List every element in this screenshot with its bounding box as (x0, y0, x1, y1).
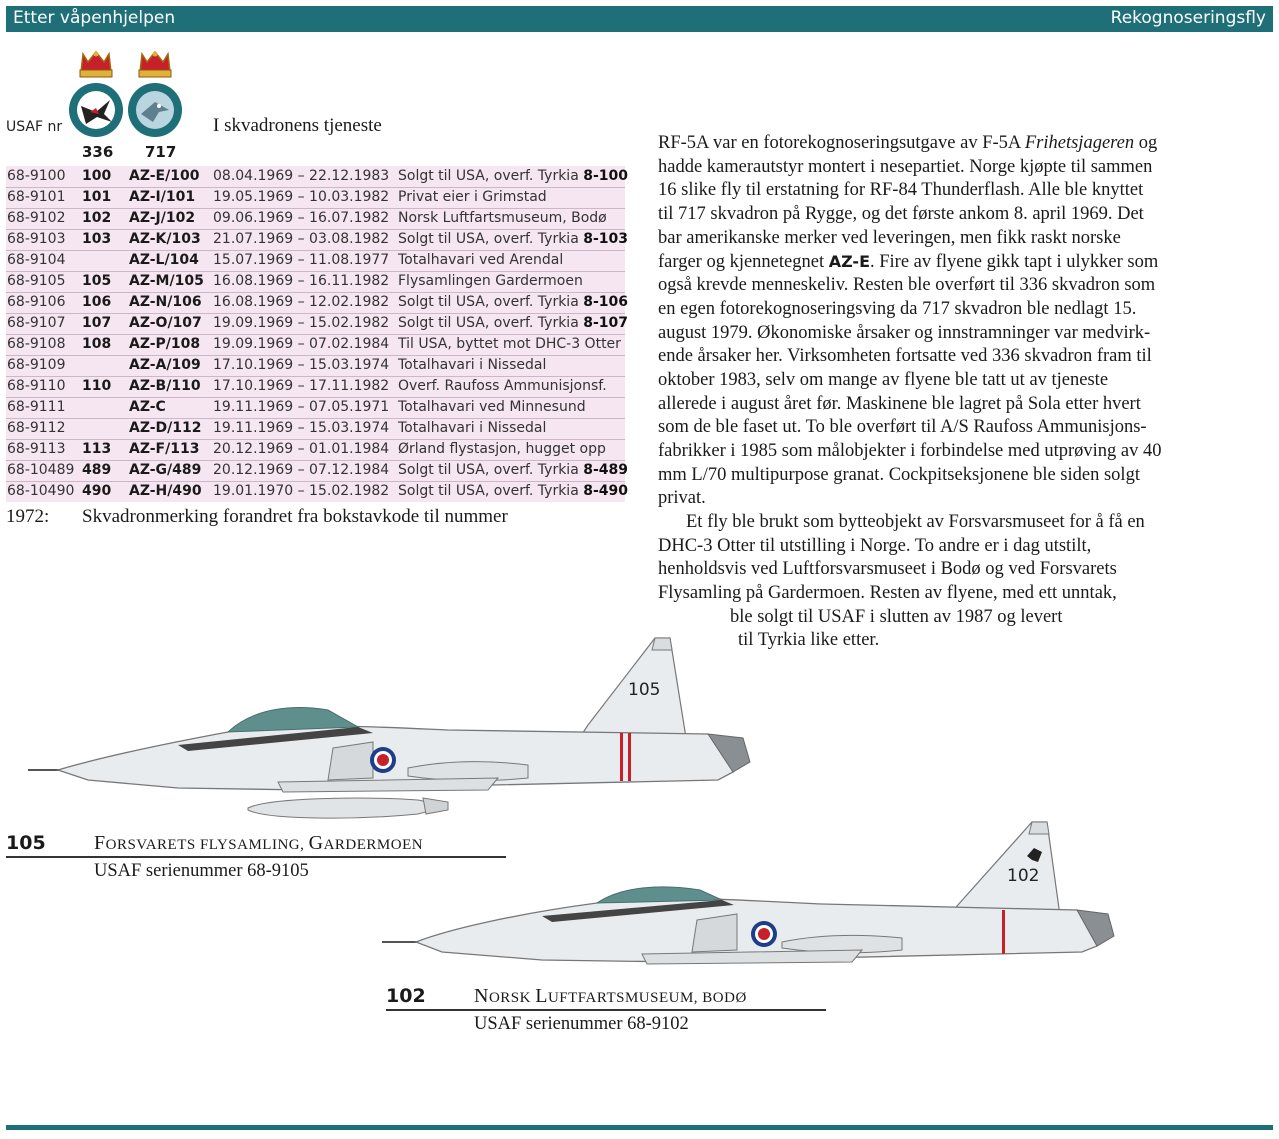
cell-squadron-number: 108 (82, 336, 112, 352)
body-text: Et fly ble brukt som bytteobjekt av Forsvarsmuseet for å få en (686, 512, 1145, 532)
cell-status: Solgt til USA, overf. Tyrkia 8-490 (398, 483, 629, 499)
cell-dates: 19.11.1969 – 07.05.1971 (213, 399, 390, 415)
cell-dates: 19.09.1969 – 07.02.1984 (213, 336, 390, 352)
cell-status: Ørland flystasjon, hugget opp (398, 441, 606, 457)
cell-squadron-number: 105 (82, 273, 112, 289)
cell-code: AZ-H/490 (129, 483, 202, 499)
table-row (6, 313, 629, 334)
cell-turkey-serial: 8-106 (583, 294, 629, 310)
cell-squadron-number: 101 (82, 189, 112, 205)
rf5a-105-profile (28, 630, 778, 835)
rf5a-102-profile (382, 818, 1122, 978)
cell-code: AZ-L/104 (129, 252, 199, 268)
body-line (658, 464, 1278, 488)
caption-105-number: 105 (6, 832, 46, 854)
cell-turkey-serial: 8-100 (583, 168, 629, 184)
body-bold: AZ-E (828, 252, 870, 272)
cell-serial: 68-9102 (7, 210, 66, 226)
squadron-717-badge-icon (125, 48, 185, 138)
cell-serial: 68-9104 (7, 252, 66, 268)
body-text: og (1134, 133, 1158, 153)
body-line (658, 606, 1278, 630)
table-row (6, 376, 625, 397)
cell-status: Totalhavari i Nissedal (398, 420, 547, 436)
cell-code: AZ-C (129, 399, 166, 415)
cell-status: Totalhavari ved Minnesund (398, 399, 586, 415)
col-squadron-336: 336 (82, 143, 114, 161)
tail-number: 102 (1007, 866, 1040, 886)
cell-status: Totalhavari i Nissedal (398, 357, 547, 373)
body-text: henholdsvis ved Luftforsvarsmuseet i Bodø og ved Forsvarets (658, 559, 1117, 580)
body-text: mm L/70 multipurpose granat. Cockpitseksjonene ble siden solgt (658, 464, 1140, 485)
body-line (658, 322, 1278, 346)
cell-serial: 68-9108 (7, 336, 66, 352)
body-text: som de ble faset ut. To ble overført til A/S Raufoss Ammunisjons- (658, 417, 1147, 438)
row-divider (6, 460, 625, 461)
cell-status: Flysamlingen Gardermoen (398, 273, 583, 289)
body-text: hadde kamerautstyr montert i nesepartiet. Norge kjøpte til sammen (658, 156, 1153, 177)
caption-105-subtitle: USAF serienummer 68-9105 (94, 861, 309, 881)
table-row (6, 187, 625, 208)
caption-102-title: NORSK LUFTFARTSMUSEUM, BODØ (474, 985, 747, 1007)
body-line (658, 179, 1278, 203)
cell-status: Overf. Raufoss Ammunisjonsf. (398, 378, 607, 394)
body-line (658, 203, 1278, 227)
body-text: bar amerikanske merker ved leveringen, men fikk raskt norske (658, 227, 1121, 248)
cell-status: Norsk Luftfartsmuseum, Bodø (398, 210, 607, 226)
body-line (658, 487, 1278, 511)
aircraft-table (6, 166, 629, 502)
cell-dates: 19.01.1970 – 15.02.1982 (213, 483, 390, 499)
cell-squadron-number: 107 (82, 315, 112, 331)
article-body (658, 132, 1278, 653)
table-row (6, 439, 625, 460)
caption-102-rule (386, 1009, 826, 1011)
row-divider (6, 334, 625, 335)
cell-code: AZ-K/103 (129, 231, 201, 247)
cell-dates: 08.04.1969 – 22.12.1983 (213, 168, 390, 184)
row-divider (6, 271, 625, 272)
cell-serial: 68-9109 (7, 357, 66, 373)
body-text: en egen fotorekognoseringsving da 717 skvadron ble nedlagt 15. (658, 298, 1137, 319)
body-line (658, 511, 1278, 535)
body-line (658, 535, 1278, 559)
row-divider (6, 418, 625, 419)
row-divider (6, 313, 625, 314)
body-line (658, 393, 1278, 417)
cell-code: AZ-P/108 (129, 336, 201, 352)
cell-code: AZ-A/109 (129, 357, 201, 373)
table-row (6, 481, 629, 502)
cell-squadron-number: 110 (82, 378, 112, 394)
body-text: DHC-3 Otter til utstilling i Norge. To andre er i dag utstilt, (658, 535, 1092, 556)
body-line (658, 416, 1278, 440)
cell-dates: 16.08.1969 – 16.11.1982 (213, 273, 390, 289)
body-text: ende årsaker her. Virksomheten fortsatte ved 336 skvadron fram til (658, 346, 1152, 367)
body-text: Flysamling på Gardermoen. Resten av flyene, med ett unntak, (658, 583, 1117, 604)
cell-turkey-serial: 8-490 (583, 483, 629, 499)
cell-turkey-serial: 8-107 (583, 315, 629, 331)
cell-code: AZ-J/102 (129, 210, 196, 226)
table-row (6, 334, 625, 355)
cell-squadron-number: 106 (82, 294, 112, 310)
cell-code: AZ-O/107 (129, 315, 202, 331)
cell-dates: 19.09.1969 – 15.02.1982 (213, 315, 390, 331)
body-italic: Frihetsjageren (1024, 133, 1135, 153)
page-header (6, 6, 1273, 32)
note-year: 1972: (6, 506, 50, 527)
cell-code: AZ-F/113 (129, 441, 200, 457)
cell-dates: 09.06.1969 – 16.07.1982 (213, 210, 390, 226)
cell-squadron-number: 490 (82, 483, 112, 499)
cell-status: Til USA, byttet mot DHC-3 Otter (398, 336, 621, 352)
caption-105-title: FORSVARETS FLYSAMLING, GARDERMOEN (94, 832, 424, 854)
body-line (658, 440, 1278, 464)
table-row (6, 229, 629, 250)
body-text: allerede i august året før. Maskinene ble lagret på Sola etter hvert (658, 393, 1141, 414)
row-divider (6, 208, 625, 209)
body-line (658, 369, 1278, 393)
body-text: . Fire av flyene gikk tapt i ulykker som (870, 252, 1159, 273)
cell-serial: 68-9103 (7, 231, 66, 247)
cell-dates: 19.05.1969 – 10.03.1982 (213, 189, 390, 205)
cell-status: Privat eier i Grimstad (398, 189, 547, 205)
cell-serial: 68-9110 (7, 378, 66, 394)
cell-serial: 68-9112 (7, 420, 66, 436)
cell-dates: 15.07.1969 – 11.08.1977 (213, 252, 390, 268)
header-chapter: Etter våpenhjelpen (13, 8, 176, 28)
cell-code: AZ-G/489 (129, 462, 202, 478)
cell-turkey-serial: 8-103 (583, 231, 629, 247)
col-usaf-nr: USAF nr (6, 119, 63, 135)
body-text: ble solgt til USAF i slutten av 1987 og levert (730, 606, 1063, 627)
cell-code: AZ-E/100 (129, 168, 200, 184)
table-row (6, 271, 625, 292)
cell-code: AZ-M/105 (129, 273, 204, 289)
body-line (658, 298, 1278, 322)
table-row (6, 292, 629, 313)
cell-status: Solgt til USA, overf. Tyrkia 8-489 (398, 462, 629, 478)
cell-serial: 68-9106 (7, 294, 66, 310)
note-text: Skvadronmerking forandret fra bokstavkode til nummer (82, 506, 508, 527)
row-divider (6, 439, 625, 440)
cell-serial: 68-9113 (7, 441, 66, 457)
table-row (6, 208, 625, 229)
col-squadron-717: 717 (145, 143, 177, 161)
body-text: august 1979. Økonomiske årsaker og innstramninger var medvirk- (658, 322, 1151, 343)
header-section: Rekognoseringsfly (1110, 8, 1266, 28)
cell-turkey-serial: 8-489 (583, 462, 629, 478)
cell-dates: 17.10.1969 – 15.03.1974 (213, 357, 390, 373)
cell-squadron-number: 100 (82, 168, 112, 184)
tail-number: 105 (628, 680, 661, 700)
cell-serial: 68-9100 (7, 168, 66, 184)
body-text: også krevde menneskeliv. Resten ble overført til 336 skvadron som (658, 275, 1156, 296)
cell-serial: 68-9105 (7, 273, 66, 289)
body-line (658, 132, 1278, 156)
cell-squadron-number: 103 (82, 231, 112, 247)
body-text: RF-5A var en fotorekognoseringsutgave av F-5A (658, 133, 1025, 153)
table-row (6, 166, 629, 187)
table-row (6, 418, 625, 439)
row-divider (6, 250, 625, 251)
footer-rule (6, 1125, 1273, 1130)
cell-serial: 68-10490 (7, 483, 75, 499)
body-line (658, 227, 1278, 251)
row-divider (6, 229, 625, 230)
cell-squadron-number: 113 (82, 441, 112, 457)
cell-code: AZ-D/112 (129, 420, 202, 436)
row-divider (6, 355, 625, 356)
row-divider (6, 481, 625, 482)
col-service: I skvadronens tjeneste (213, 115, 382, 136)
body-text: 16 slike fly til erstatning for RF-84 Thunderflash. Alle ble knyttet (658, 180, 1144, 201)
body-line (658, 250, 1278, 274)
body-text: privat. (658, 488, 706, 509)
cell-status: Solgt til USA, overf. Tyrkia 8-103 (398, 231, 629, 247)
squadron-336-badge-icon (66, 48, 126, 138)
cell-dates: 19.11.1969 – 15.03.1974 (213, 420, 390, 436)
body-line (658, 582, 1278, 606)
cell-serial: 68-9107 (7, 315, 66, 331)
cell-dates: 20.12.1969 – 07.12.1984 (213, 462, 390, 478)
row-divider (6, 292, 625, 293)
body-line (658, 558, 1278, 582)
body-text: til Tyrkia like etter. (738, 630, 880, 651)
cell-dates: 21.07.1969 – 03.08.1982 (213, 231, 390, 247)
body-line (658, 156, 1278, 180)
cell-serial: 68-10489 (7, 462, 75, 478)
body-text: fabrikker i 1985 som målobjekter i forbindelse med utprøving av 40 (658, 440, 1162, 461)
cell-serial: 68-9111 (7, 399, 66, 415)
table-row (6, 355, 625, 376)
body-line (658, 274, 1278, 298)
body-line (658, 345, 1278, 369)
cell-status: Solgt til USA, overf. Tyrkia 8-100 (398, 168, 629, 184)
row-divider (6, 376, 625, 377)
row-divider (6, 187, 625, 188)
cell-dates: 16.08.1969 – 12.02.1982 (213, 294, 390, 310)
cell-serial: 68-9101 (7, 189, 66, 205)
cell-dates: 17.10.1969 – 17.11.1982 (213, 378, 390, 394)
cell-code: AZ-I/101 (129, 189, 196, 205)
table-row (6, 250, 625, 271)
body-text: til 717 skvadron på Rygge, og det første ankom 8. april 1969. Det (658, 204, 1144, 225)
cell-status: Solgt til USA, overf. Tyrkia 8-106 (398, 294, 629, 310)
caption-102-subtitle: USAF serienummer 68-9102 (474, 1014, 689, 1034)
body-text: farger og kjennetegnet (658, 252, 829, 273)
cell-dates: 20.12.1969 – 01.01.1984 (213, 441, 390, 457)
cell-code: AZ-N/106 (129, 294, 202, 310)
table-row (6, 460, 629, 481)
row-divider (6, 397, 625, 398)
caption-102-number: 102 (386, 985, 426, 1007)
cell-squadron-number: 102 (82, 210, 112, 226)
body-text: oktober 1983, selv om mange av flyene ble tatt ut av tjeneste (658, 369, 1109, 390)
cell-status: Totalhavari ved Arendal (398, 252, 564, 268)
table-row (6, 397, 625, 418)
cell-status: Solgt til USA, overf. Tyrkia 8-107 (398, 315, 629, 331)
cell-code: AZ-B/110 (129, 378, 201, 394)
cell-squadron-number: 489 (82, 462, 112, 478)
